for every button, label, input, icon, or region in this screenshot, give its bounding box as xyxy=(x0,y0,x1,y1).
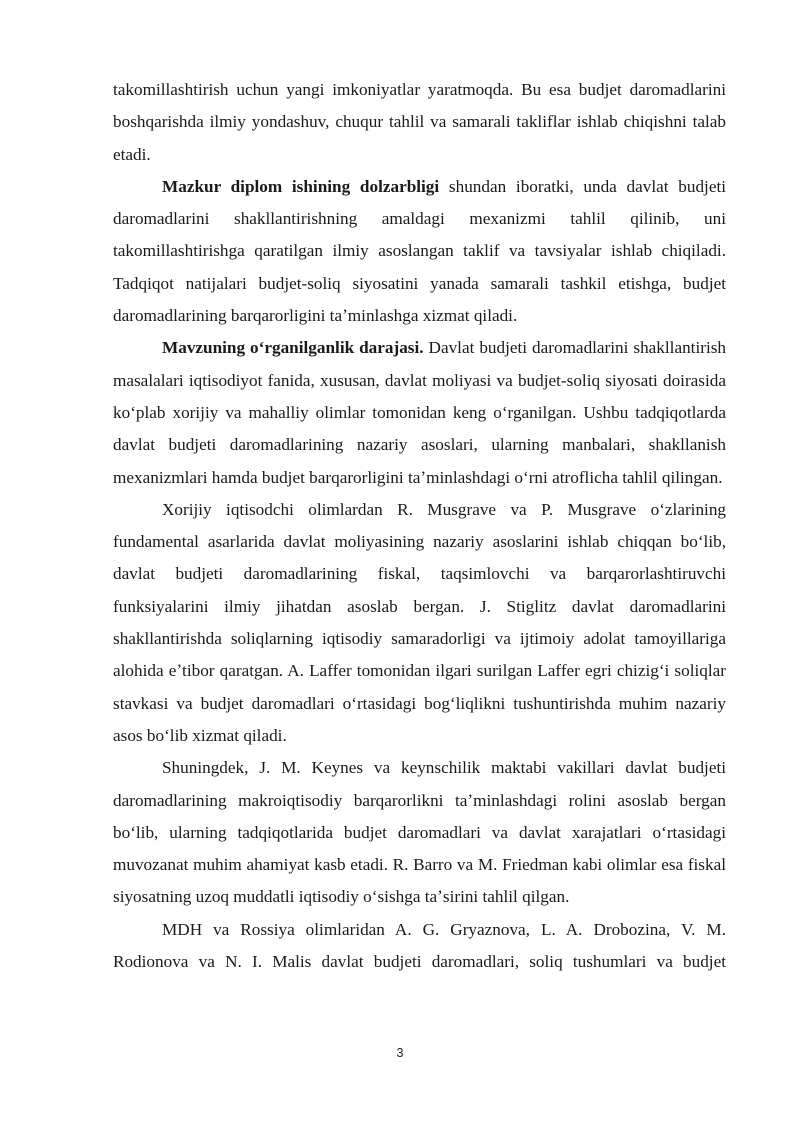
paragraph-lead-relevance: Mazkur diplom ishining dolzarbligi xyxy=(162,176,440,196)
paragraph-relevance xyxy=(113,171,726,332)
paragraph-lead-study-level: Mavzuning oʻrganilganlik darajasi. xyxy=(162,338,424,358)
paragraph-cis-scholars xyxy=(113,914,726,979)
paragraph-foreign-scholars xyxy=(113,494,726,752)
paragraph-text: MDH va Rossiya olimlaridan A. G. Gryaznova, L. A. Drobozina, V. M. Rodionova va N. I. Malis davlat budjeti daromadlari, soliq tushumlari va budjet xyxy=(113,919,726,972)
paragraph-text: shundan iboratki, unda davlat budjeti daromadlarini shakllantirishning amaldagi mexanizmi tahlil qilinib, uni takomillashtirishga qaratilgan ilmiy asoslangan taklif va tavsiyalar ishlab chiqiladi. Tadqiqot natijalari budjet-soliq siyosatini yanada samarali tashkil etishga, budjet daromadlarining barqarorligini taʼminlashga xizmat qiladi. xyxy=(113,176,726,326)
paragraph-1 xyxy=(113,74,726,171)
document-page xyxy=(113,74,726,978)
paragraph-text: takomillashtirish uchun yangi imkoniyatlar yaratmoqda. Bu esa budjet daromadlarini boshqarishda ilmiy yondashuv, chuqur tahlil va samarali takliflar ishlab chiqishni talab etadi. xyxy=(113,80,726,164)
page-number: 3 xyxy=(396,1046,404,1060)
paragraph-text: Shuningdek, J. M. Keynes va keynschilik maktabi vakillari davlat budjeti daromadlarining makroiqtisodiy barqarorlikni taʼminlashdagi rolini asoslab bergan boʻlib, ularning tadqiqotlarida budjet daromadlari va davlat xarajatlari oʻrtasidagi muvozanat muhim ahamiyat kasb etadi. R. Barro va M. Friedman kabi olimlar esa fiskal siyosatning uzoq muddatli iqtisodiy oʻsishga taʼsirini tahlil qilgan. xyxy=(113,758,726,907)
paragraph-text: Davlat budjeti daromadlarini shakllantirish masalalari iqtisodiyot fanida, xususan, davlat moliyasi va budjet-soliq siyosati doirasida koʻplab xorijiy va mahalliy olimlar tomonidan keng oʻrganilgan. Ushbu tadqiqotlarda davlat budjeti daromadlarining nazariy asoslari, ularning manbalari, shakllanish mexanizmlari hamda budjet barqarorligini taʼminlashdagi oʻrni atroflicha tahlil qilingan. xyxy=(113,338,727,487)
paragraph-study-level xyxy=(113,332,726,493)
paragraph-keynes xyxy=(113,752,726,913)
paragraph-text: Xorijiy iqtisodchi olimlardan R. Musgrave va P. Musgrave oʻzlarining fundamental asarlarida davlat moliyasining nazariy asoslarini ishlab chiqqan boʻlib, davlat budjeti daromadlarining fiskal, taqsimlovchi va barqarorlashtiruvchi funksiyalarini ilmiy jihatdan asoslab bergan. J. Stiglitz davlat daromadlarini shakllantirishda soliqlarning iqtisodiy samaradorligi va ijtimoiy adolat tamoyillariga alohida eʼtibor qaratgan. A. Laffer tomonidan ilgari surilgan Laffer egri chizigʻi soliqlar stavkasi va budjet daromadlari oʻrtasidagi bogʻliqlikni tushuntirishda muhim nazariy asos boʻlib xizmat qiladi. xyxy=(113,499,726,745)
